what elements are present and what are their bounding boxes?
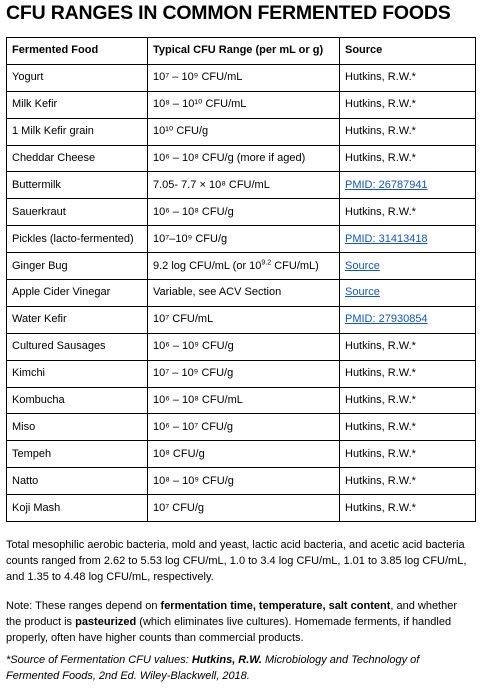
cell-source	[340, 172, 476, 199]
cell-range	[148, 306, 340, 333]
range-text: 9.2 log CFU/mL (or 10	[153, 259, 262, 272]
source-link[interactable]: Source	[345, 286, 380, 299]
source-link[interactable]: PMID: 31413418	[345, 232, 428, 245]
cell-range	[148, 414, 340, 441]
source-link[interactable]: PMID: 27930854	[345, 313, 428, 326]
cell-source	[340, 280, 476, 307]
cell-range	[148, 172, 340, 199]
source-link[interactable]: PMID: 26787941	[345, 178, 428, 191]
cell-food: Pickles (lacto-fermented)	[7, 226, 148, 253]
cell-food: Natto	[7, 468, 148, 495]
note-text-3: (which eliminates live cultures). Homemade ferments, if handled properly, often have higher counts than commercial products.	[6, 616, 452, 644]
table-row	[7, 199, 476, 226]
cell-range	[148, 226, 340, 253]
table-row	[7, 468, 476, 495]
header-range: Typical CFU Range (per mL or g)	[148, 38, 340, 65]
range-text: 10⁶ – 10⁸ CFU/g (more if aged)	[153, 152, 306, 164]
source-paragraph	[6, 652, 474, 684]
cell-range	[148, 468, 340, 495]
table-row	[7, 333, 476, 360]
range-text: 10⁷ – 10⁹ CFU/g	[153, 367, 234, 380]
table-row	[7, 414, 476, 441]
cell-range	[148, 441, 340, 468]
table-row	[7, 360, 476, 387]
page-title: CFU RANGES IN COMMON FERMENTED FOODS	[6, 2, 451, 24]
source-link[interactable]: Source	[345, 259, 380, 272]
table-row	[7, 64, 476, 91]
cell-source	[340, 226, 476, 253]
table-row	[7, 172, 476, 199]
table-row	[7, 441, 476, 468]
cfu-table	[6, 37, 476, 522]
cell-range	[148, 387, 340, 414]
cell-food: Ginger Bug	[7, 253, 148, 280]
cell-source: Hutkins, R.W.*	[340, 441, 476, 468]
range-text: 10⁷ CFU/g	[153, 501, 205, 514]
range-text: 10⁸ CFU/g	[153, 447, 205, 460]
cell-source: Hutkins, R.W.*	[340, 333, 476, 360]
cell-range	[148, 91, 340, 118]
cell-food: Buttermilk	[7, 172, 148, 199]
cell-range	[148, 333, 340, 360]
cell-range	[148, 360, 340, 387]
cell-source	[340, 253, 476, 280]
cell-source: Hutkins, R.W.*	[340, 387, 476, 414]
header-source: Source	[340, 38, 476, 65]
cell-food: Cultured Sausages	[7, 333, 148, 360]
range-text: 7.05- 7.7 × 10⁸ CFU/mL	[153, 178, 270, 191]
cell-food: Kombucha	[7, 387, 148, 414]
cell-food: Kimchi	[7, 360, 148, 387]
cell-food: Water Kefir	[7, 306, 148, 333]
cell-food: Koji Mash	[7, 495, 148, 522]
range-text: 10⁶ – 10⁷ CFU/g	[153, 420, 234, 433]
cell-source: Hutkins, R.W.*	[340, 145, 476, 172]
range-text: 10¹⁰ CFU/g	[153, 125, 209, 138]
range-text: 10⁷–10⁹ CFU/g	[153, 232, 228, 245]
range-exponent: 9.2	[261, 258, 272, 266]
note-text-2: , and whether the product is	[6, 600, 458, 628]
cell-food: Yogurt	[7, 64, 148, 91]
summary-paragraph: Total mesophilic aerobic bacteria, mold and yeast, lactic acid bacteria, and acetic acid bacteria counts ranged from 2.62 to 5.53 log CFU/mL, 1.0 to 3.4 log CFU/mL, 1.01 to 3.85 log CFU/mL, and 1.35 to 4.48 log CFU/mL, respectively.	[6, 539, 467, 583]
range-text: 10⁶ – 10⁸ CFU/g	[153, 205, 234, 218]
source-text-2: Microbiology and Technology of Fermented Foods, 2nd Ed. Wiley-Blackwell, 2018.	[6, 654, 420, 682]
note-paragraph	[6, 598, 474, 646]
table-row	[7, 253, 476, 280]
range-text: 10⁸ – 10⁹ CFU/g	[153, 474, 234, 487]
range-text: 10⁷ – 10⁹ CFU/mL	[153, 71, 243, 84]
cell-source: Hutkins, R.W.*	[340, 468, 476, 495]
cell-food: 1 Milk Kefir grain	[7, 118, 148, 145]
cell-source: Hutkins, R.W.*	[340, 495, 476, 522]
range-text: 10⁶ – 10⁸ CFU/mL	[153, 394, 243, 407]
table-row	[7, 495, 476, 522]
table-body	[7, 64, 476, 521]
source-text-1: *Source of Fermentation CFU values:	[6, 654, 192, 666]
table-row	[7, 118, 476, 145]
cell-range	[148, 145, 340, 172]
cell-source: Hutkins, R.W.*	[340, 414, 476, 441]
note-bold-1: fermentation time, temperature, salt content	[160, 600, 391, 612]
table-header-row	[7, 38, 476, 65]
table-row	[7, 226, 476, 253]
cell-food: Milk Kefir	[7, 91, 148, 118]
cell-range	[148, 199, 340, 226]
cell-food: Tempeh	[7, 441, 148, 468]
cell-source: Hutkins, R.W.*	[340, 118, 476, 145]
cell-food: Apple Cider Vinegar	[7, 280, 148, 307]
table-row	[7, 280, 476, 307]
table-row	[7, 145, 476, 172]
cell-source: Hutkins, R.W.*	[340, 360, 476, 387]
cell-source: Hutkins, R.W.*	[340, 199, 476, 226]
header-food: Fermented Food	[7, 38, 148, 65]
range-text: 10⁶ – 10⁹ CFU/g	[153, 340, 234, 353]
source-author: Hutkins, R.W.	[191, 654, 262, 666]
range-text: 10⁷ CFU/mL	[153, 313, 214, 326]
table-row	[7, 387, 476, 414]
cell-food: Miso	[7, 414, 148, 441]
cell-source	[340, 306, 476, 333]
range-text: Variable, see ACV Section	[153, 286, 282, 299]
table-row	[7, 306, 476, 333]
range-text: 10⁸ – 10¹⁰ CFU/mL	[153, 98, 247, 111]
note-bold-2: pasteurized	[75, 616, 137, 628]
table-row	[7, 91, 476, 118]
note-text-1: Note: These ranges depend on	[6, 600, 161, 612]
cell-range	[148, 280, 340, 307]
cell-range	[148, 253, 340, 280]
cell-source: Hutkins, R.W.*	[340, 91, 476, 118]
cell-source: Hutkins, R.W.*	[340, 64, 476, 91]
cell-range	[148, 495, 340, 522]
cell-food: Sauerkraut	[7, 199, 148, 226]
cell-range	[148, 118, 340, 145]
cell-food: Cheddar Cheese	[7, 145, 148, 172]
cell-range	[148, 64, 340, 91]
range-tail: CFU/mL)	[271, 259, 319, 272]
